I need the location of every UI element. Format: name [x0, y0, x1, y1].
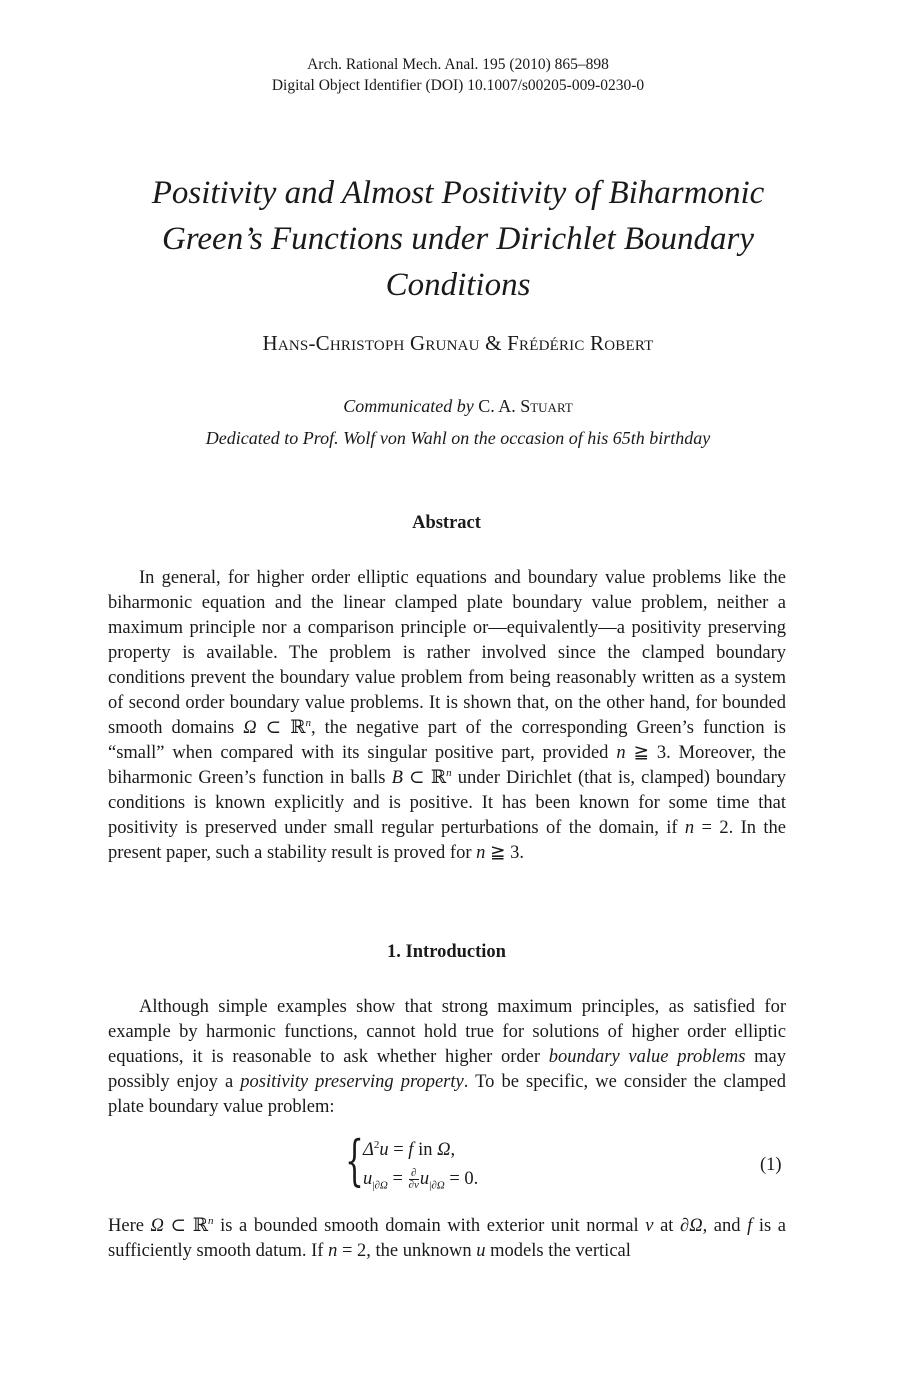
- title-line-1: Positivity and Almost Positivity of Biharmonic: [151, 175, 765, 211]
- introduction-paragraph: [108, 995, 786, 1120]
- equation-clamped-plate: [345, 1129, 545, 1196]
- communicated-by: [0, 396, 916, 417]
- communicator-name: C. A. Stuart: [478, 396, 573, 416]
- title-line-2: Green’s Functions under Dirichlet Boundary: [161, 221, 755, 257]
- equation-brace: {: [345, 1129, 364, 1192]
- title-line-3: Conditions: [385, 267, 531, 303]
- intro-text-3: . To be specific, we consider the clamped plate boundary value problem:: [108, 1072, 787, 1117]
- communicated-prefix: Communicated by: [343, 396, 474, 416]
- here-text-4: , and: [702, 1216, 748, 1236]
- doi-line: Digital Object Identifier (DOI) 10.1007/s00205-009-0230-0: [271, 77, 645, 94]
- here-text-2: is a bounded smooth domain with exterior unit normal: [213, 1216, 646, 1236]
- here-text-7: models the vertical: [485, 1241, 631, 1261]
- abstract-text-5: . In the present paper, such a stability result is proved for: [108, 818, 786, 863]
- here-text-1: Here: [108, 1216, 151, 1236]
- authors: Hans-Christoph Grunau & Frédéric Robert: [262, 331, 654, 355]
- dedication: Dedicated to Prof. Wolf von Wahl on the occasion of his 65th birthday: [205, 428, 711, 448]
- journal-header: [0, 54, 916, 96]
- here-text-3: at: [653, 1216, 681, 1236]
- intro-emphasis-1: boundary value problems: [548, 1047, 746, 1067]
- abstract-text-3: . Moreover, the biharmonic Green’s function in balls: [108, 743, 786, 788]
- paper-title: [90, 170, 826, 308]
- equation-line-2: $u_{|\partial\Omega}$ = $\frac{\partial}{\partial\nu}$ $u_{|\partial\Omega} = 0$.: [363, 1167, 479, 1192]
- here-text-6: , the unknown: [366, 1241, 477, 1261]
- journal-citation: Arch. Rational Mech. Anal. 195 (2010) 865–898: [307, 56, 609, 73]
- abstract-text-6: .: [519, 843, 525, 863]
- abstract-text-2: , the negative part of the corresponding Green’s function is “small” when compared with its singular positive part, provided: [108, 718, 786, 763]
- intro-text-1: Although simple examples show that strong maximum principles, as satisfied for example by harmonic functions, cannot hold true for solutions of higher order elliptic equations, it is reasonable to ask whether higher order: [108, 997, 786, 1067]
- section-heading-introduction: 1. Introduction: [387, 942, 506, 962]
- abstract-text-4: under Dirichlet (that is, clamped) boundary conditions is known explicitly and is positive. It has been known for some time that positivity is preserved under small regular perturbations of the domain, if: [108, 768, 786, 838]
- abstract-body: In general, for higher order elliptic equations and boundary value problems like the biharmonic equation and the linear clamped plate boundary value problem, neither a maximum principle nor a comparison principle or—equivalently—a positivity preserving property is available. The problem is rather involved since the clamped boundary conditions prevent the boundary value problem from being reasonably written as a system of second order boundary value problems. It is shown that, on the other hand, for bounded smooth domains Ω ⊂ ℝ$^n$, the negative part of the corresponding Green’s function is “small” when compared with its singular positive part, provided n ≧ 3. Moreover, the biharmonic Green’s function in balls B ⊂ ℝ$^n$ under Dirichlet (that is, clamped) boundary conditions is known explicitly and is positive. It has been known for some time that positivity is preserved under small regular perturbations of the domain, if n = 2. In the present paper, such a stability result is proved for n ≧ 3.: [108, 568, 786, 863]
- here-text-5: is a sufficiently smooth datum. If: [108, 1216, 786, 1261]
- intro-text-2: may possibly enjoy a: [108, 1047, 786, 1092]
- abstract-heading: Abstract: [412, 513, 481, 533]
- intro-emphasis-2: positivity preserving property: [240, 1072, 464, 1092]
- introduction-continuation: Here Ω ⊂ ℝ$^n$ is a bounded smooth domain with exterior unit normal ν at ∂Ω, and f is a sufficiently smooth datum. If n = 2, the unknown u models the vertical: [108, 1214, 786, 1261]
- abstract-text-1: In general, for higher order elliptic equations and boundary value problems like the biharmonic equation and the linear clamped plate boundary value problem, neither a maximum principle nor a comparison principle or—equivalently—a positivity preserving property is available. The problem is rather involved since the clamped boundary conditions prevent the boundary value problem from being reasonably written as a system of second order boundary value problems. It is shown that, on the other hand, for bounded smooth domains: [108, 568, 786, 738]
- equation-line-1: $\Delta^2u = f$ in Ω,: [363, 1138, 456, 1160]
- equation-number: (1): [760, 1155, 782, 1175]
